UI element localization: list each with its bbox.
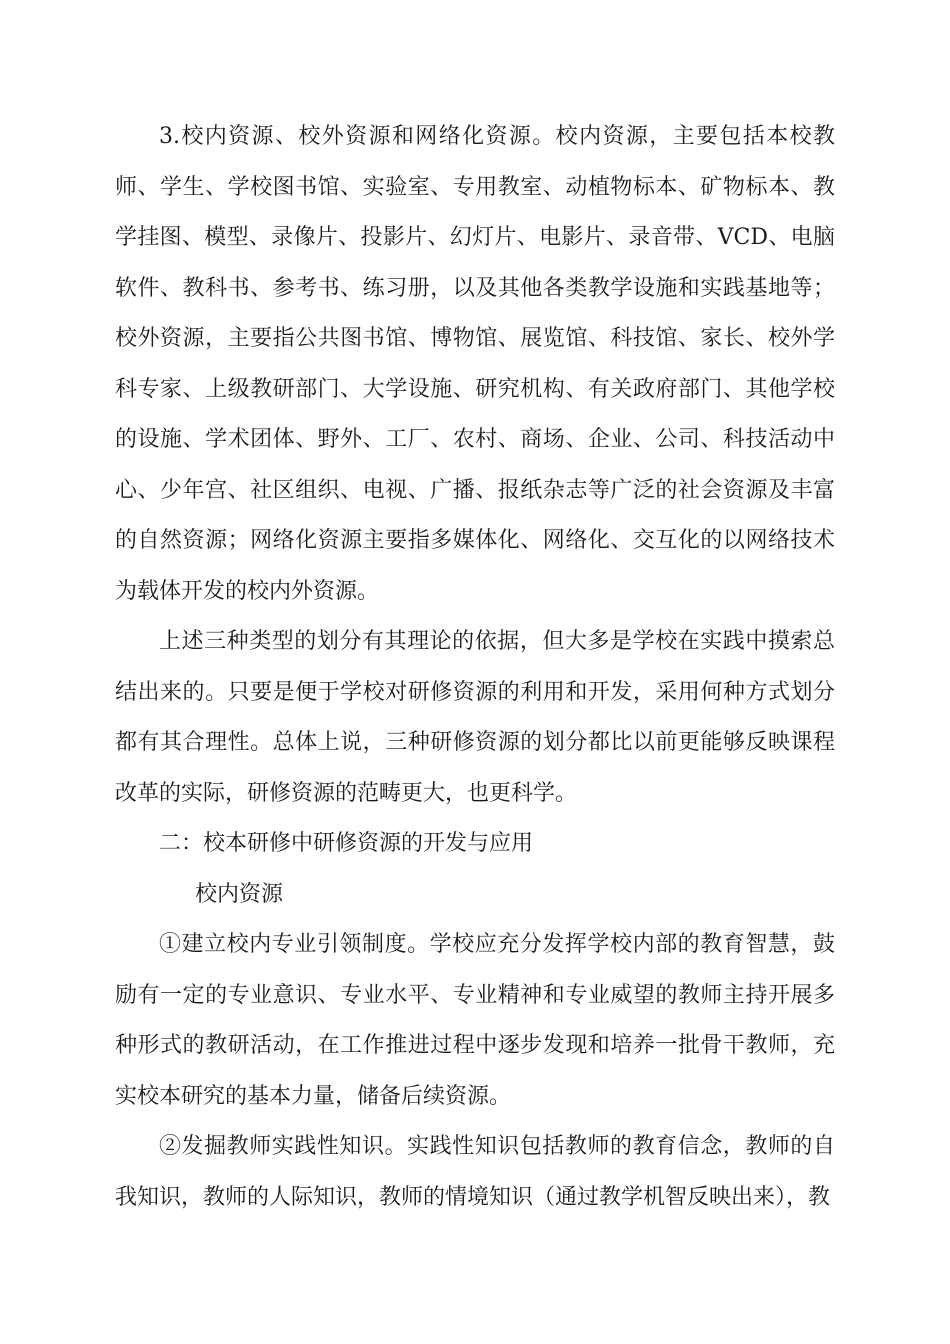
paragraph-resource-types: 3.校内资源、校外资源和网络化资源。校内资源，主要包括本校教师、学生、学校图书馆、实验室、专用教室、动植物标本、矿物标本、教学挂图、模型、录像片、投影片、幻灯片、电影片、录音带、VCD、电脑软件、教科书、参考书、练习册，以及其他各类教学设施和实践基地等；校外资源，主要指公共图书馆、博物馆、展览馆、科技馆、家长、校外学科专家、上级教研部门、大学设施、研究机构、有关政府部门、其他学校的设施、学术团体、野外、工厂、农村、商场、企业、公司、科技活动中心、少年宫、社区组织、电视、广播、报纸杂志等广泛的社会资源及丰富的自然资源；网络化资源主要指多媒体化、网络化、交互化的以网络技术为载体开发的校内外资源。 (115, 124, 835, 604)
section-heading: 二：校本研修中研修资源的开发与应用 (159, 831, 534, 856)
paragraph-classification-rationale: 上述三种类型的划分有其理论的依据，但大多是学校在实践中摸索总结出来的。只要是便于学校对研修资源的利用和开发，采用何种方式划分都有其合理性。总体上说，三种研修资源的划分都比以前更能够反映课程改革的实际，研修资源的范畴更大，也更科学。 (115, 629, 835, 806)
document-body (115, 112, 835, 1223)
list-item-practical-knowledge: ②发掘教师实践性知识。实践性知识包括教师的教育信念，教师的自我知识，教师的人际知识，教师的情境知识（通过教学机智反映出来），教 (115, 1134, 835, 1210)
list-item-professional-guidance: ①建立校内专业引领制度。学校应充分发挥学校内部的教育智慧，鼓励有一定的专业意识、专业水平、专业精神和专业威望的教师主持开展多种形式的教研活动，在工作推进过程中逐步发现和培养一批骨干教师，充实校本研究的基本力量，储备后续资源。 (115, 932, 835, 1109)
subsection-heading: 校内资源 (195, 881, 284, 907)
